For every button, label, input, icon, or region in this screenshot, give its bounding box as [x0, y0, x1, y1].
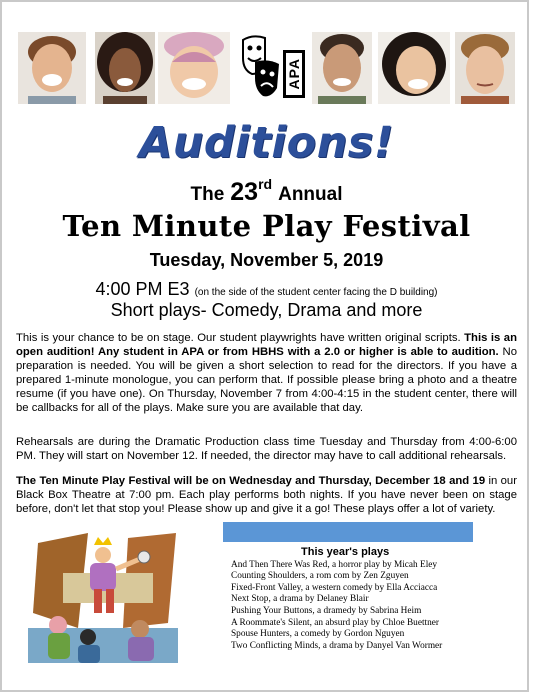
annual-prefix: The	[190, 184, 225, 205]
intro-paragraph	[16, 331, 517, 415]
play-types-subtitle: Short plays- Comedy, Drama and more	[110, 300, 423, 320]
audition-time: 4:00 PM E3	[95, 279, 190, 299]
rehearsal-paragraph: Rehearsals are during the Dramatic Production class time Tuesday and Thursday from 4:00-6:00 PM. They will start on November 12. If needed, the director may have to call additional rehearsals.	[16, 436, 517, 462]
audition-time-location	[0, 279, 533, 300]
theatre-masks-icon	[239, 32, 285, 104]
annual-line	[0, 176, 533, 207]
face-photo-1	[18, 32, 86, 104]
festival-title: Ten Minute Play Festival	[62, 209, 471, 243]
auditions-title: Auditions!	[138, 118, 395, 168]
face-photo-5	[378, 32, 450, 104]
apa-logo	[239, 32, 307, 104]
face-photo-2	[95, 32, 155, 104]
annual-word: Annual	[278, 184, 343, 205]
list-item: Next Stop, a drama by Delaney Blair	[231, 594, 369, 605]
face-photo-6	[455, 32, 515, 104]
intro-details-text: No preparation is needed. You will be given a short selection to read for the directors. If you have a prepared 1-minute monologue, you can perform that. If possible please bring a photo and a theatre resume (if you have one). On Thursday, November 7 from 4:00-4:15 in the student center, there will be callbacks for all of the plays. Make sure you are available that day.	[16, 346, 517, 414]
annual-ordinal: rd	[258, 176, 273, 192]
list-item: Spouse Hunters, a comedy by Gordon Nguyen	[231, 629, 405, 640]
list-item: Fixed-Front Valley, a western comedy by Ella Acciacca	[231, 582, 438, 593]
apa-logo-box	[283, 50, 305, 98]
performance-paragraph	[16, 474, 517, 516]
list-item: Two Conflicting Minds, a drama by Danyel Van Wormer	[231, 640, 443, 651]
open-audition-text: This is an open audition! Any student in APA or from HBHS with a 2.0 or higher is able to audition.	[16, 332, 517, 358]
performance-dates-text: The Ten Minute Play Festival will be on Wednesday and Thursday, December 18 and 19	[16, 475, 486, 487]
location-note: (on the side of the student center facing the D building)	[194, 287, 438, 298]
performance-details-text: in our Black Box Theatre at 7:00 pm. Each play performs both nights. If you have never been on stage before, don't let that stop you! Please show up and give it a go! These plays offer a lot of variety.	[16, 475, 517, 515]
audition-date: Tuesday, November 5, 2019	[149, 250, 384, 270]
face-photo-3	[158, 32, 230, 104]
plays-list	[231, 560, 501, 653]
list-item: Counting Shoulders, a rom com by Zen Zguyen	[231, 571, 409, 582]
intro-text: This is your chance to be on stage. Our student playwrights have written original scripts.	[16, 332, 465, 344]
annual-number: 23	[230, 178, 259, 206]
plays-header-bar	[223, 522, 473, 542]
list-item: A Roommate's Silent, an absurd play by Chloe Buettner	[231, 617, 439, 628]
photo-strip	[0, 32, 533, 110]
stage-performance-clipart	[28, 533, 178, 663]
plays-list-section	[231, 547, 501, 652]
list-item: Pushing Your Buttons, a dramedy by Sabrina Heim	[231, 605, 422, 616]
face-photo-4	[312, 32, 372, 104]
apa-logo-text: APA	[286, 58, 302, 90]
list-item: And Then There Was Red, a horror play by Micah Eley	[231, 559, 438, 570]
plays-heading: This year's plays	[301, 546, 390, 558]
